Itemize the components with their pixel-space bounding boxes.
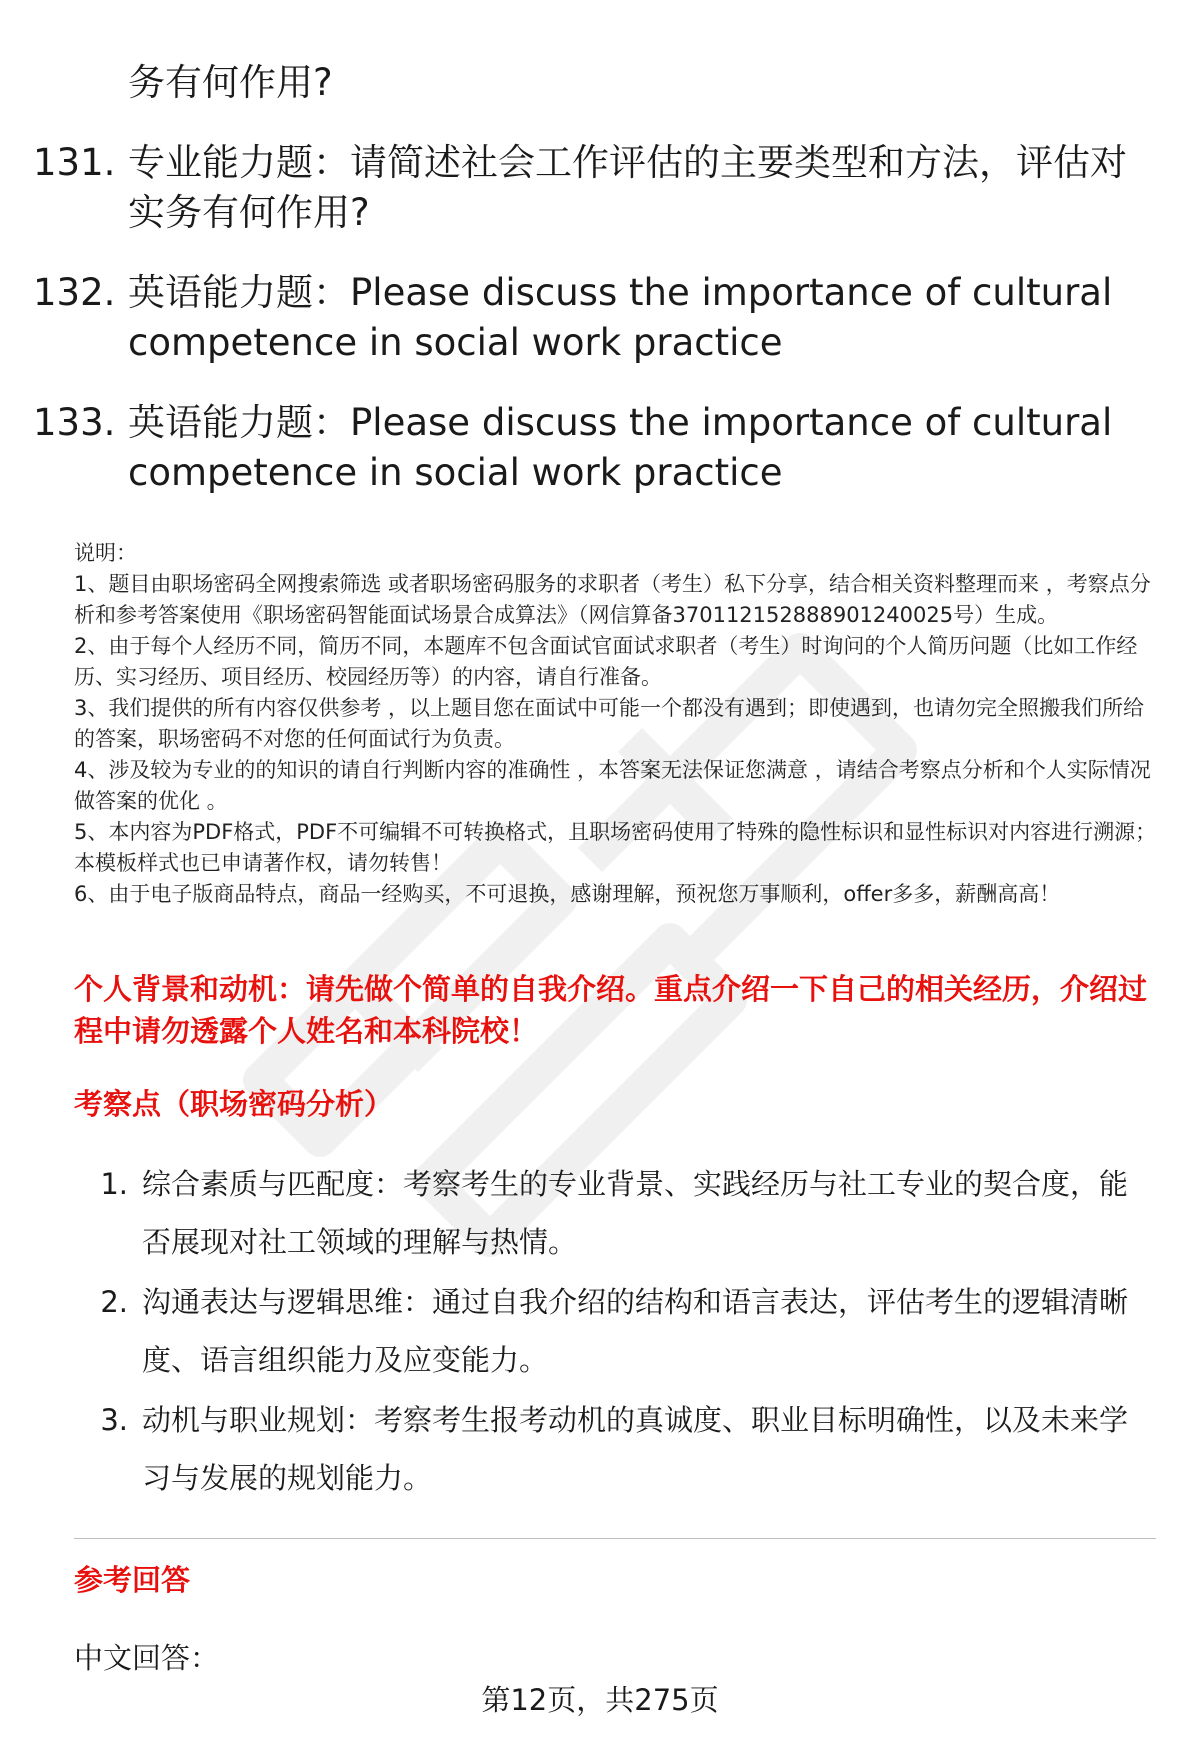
note-item: 4、涉及较为专业的的知识的请自行判断内容的准确性 ，本答案无法保证您满意 ，请结合考察点分析和个人实际情况做答案的优化 。 <box>74 758 1151 813</box>
point-text: 沟通表达与逻辑思维：通过自我介绍的结构和语言表达，评估考生的逻辑清晰度、语言组织能力及应变能力。 <box>142 1285 1129 1377</box>
note-item: 6、由于电子版商品特点，商品一经购买，不可退换，感谢理解，预祝您万事顺利，offer多多，薪酬高高！ <box>74 882 1061 906</box>
section-divider <box>74 1538 1156 1539</box>
question-number: 132. <box>33 271 116 314</box>
question-item-132 <box>33 268 1153 368</box>
point-number: 1. <box>100 1167 128 1201</box>
question-text: 专业能力题：请简述社会工作评估的主要类型和方法，评估对实务有何作用? <box>128 141 1127 234</box>
point-number: 2. <box>100 1285 128 1319</box>
analysis-points <box>74 1155 1154 1509</box>
question-item-133 <box>33 398 1153 498</box>
question-text: 英语能力题：Please discuss the importance of cultural competence in social work practice <box>128 401 1113 494</box>
analysis-heading: 考察点（职场密码分析） <box>74 1087 394 1121</box>
question-text: 英语能力题：Please discuss the importance of cultural competence in social work practice <box>128 271 1113 364</box>
notes-title: 说明： <box>74 541 137 565</box>
page-number: 第12页，共275页 <box>481 1683 719 1717</box>
point-number: 3. <box>100 1403 128 1437</box>
chinese-answer-label: 中文回答： <box>74 1641 220 1675</box>
analysis-point <box>74 1391 1154 1507</box>
question-number: 133. <box>33 401 116 444</box>
question-continuation: 务有何作用? <box>128 61 333 104</box>
point-text: 动机与职业规划：考察考生报考动机的真诚度、职业目标明确性，以及未来学习与发展的规划能力。 <box>142 1403 1129 1495</box>
main-question: 个人背景和动机：请先做个简单的自我介绍。重点介绍一下自己的相关经历，介绍过程中请勿透露个人姓名和本科院校！ <box>74 972 1148 1048</box>
notes-section <box>74 538 1164 910</box>
note-item: 5、本内容为PDF格式，PDF不可编辑不可转换格式，且职场密码使用了特殊的隐性标识和显性标识对内容进行溯源；本模板样式也已申请著作权，请勿转售！ <box>74 820 1157 875</box>
question-item-131 <box>33 138 1153 238</box>
note-item: 1、题目由职场密码全网搜索筛选 或者职场密码服务的求职者（考生）私下分享，结合相关资料整理而来 ，考察点分析和参考答案使用《职场密码智能面试场景合成算法》（网信算备370112152888901240025号）生成。 <box>74 572 1151 627</box>
question-number: 131. <box>33 141 116 184</box>
analysis-point <box>74 1155 1154 1271</box>
analysis-point <box>74 1273 1154 1389</box>
point-text: 综合素质与匹配度：考察考生的专业背景、实践经历与社工专业的契合度，能否展现对社工领域的理解与热情。 <box>142 1167 1129 1259</box>
note-item: 2、由于每个人经历不同，简历不同，本题库不包含面试官面试求职者（考生）时询问的个人简历问题（比如工作经历、实习经历、项目经历、校园经历等）的内容，请自行准备。 <box>74 634 1138 689</box>
note-item: 3、我们提供的所有内容仅供参考 ，以上题目您在面试中可能一个都没有遇到；即使遇到，也请勿完全照搬我们所给的答案，职场密码不对您的任何面试行为负责。 <box>74 696 1145 751</box>
reference-heading: 参考回答 <box>74 1563 191 1597</box>
